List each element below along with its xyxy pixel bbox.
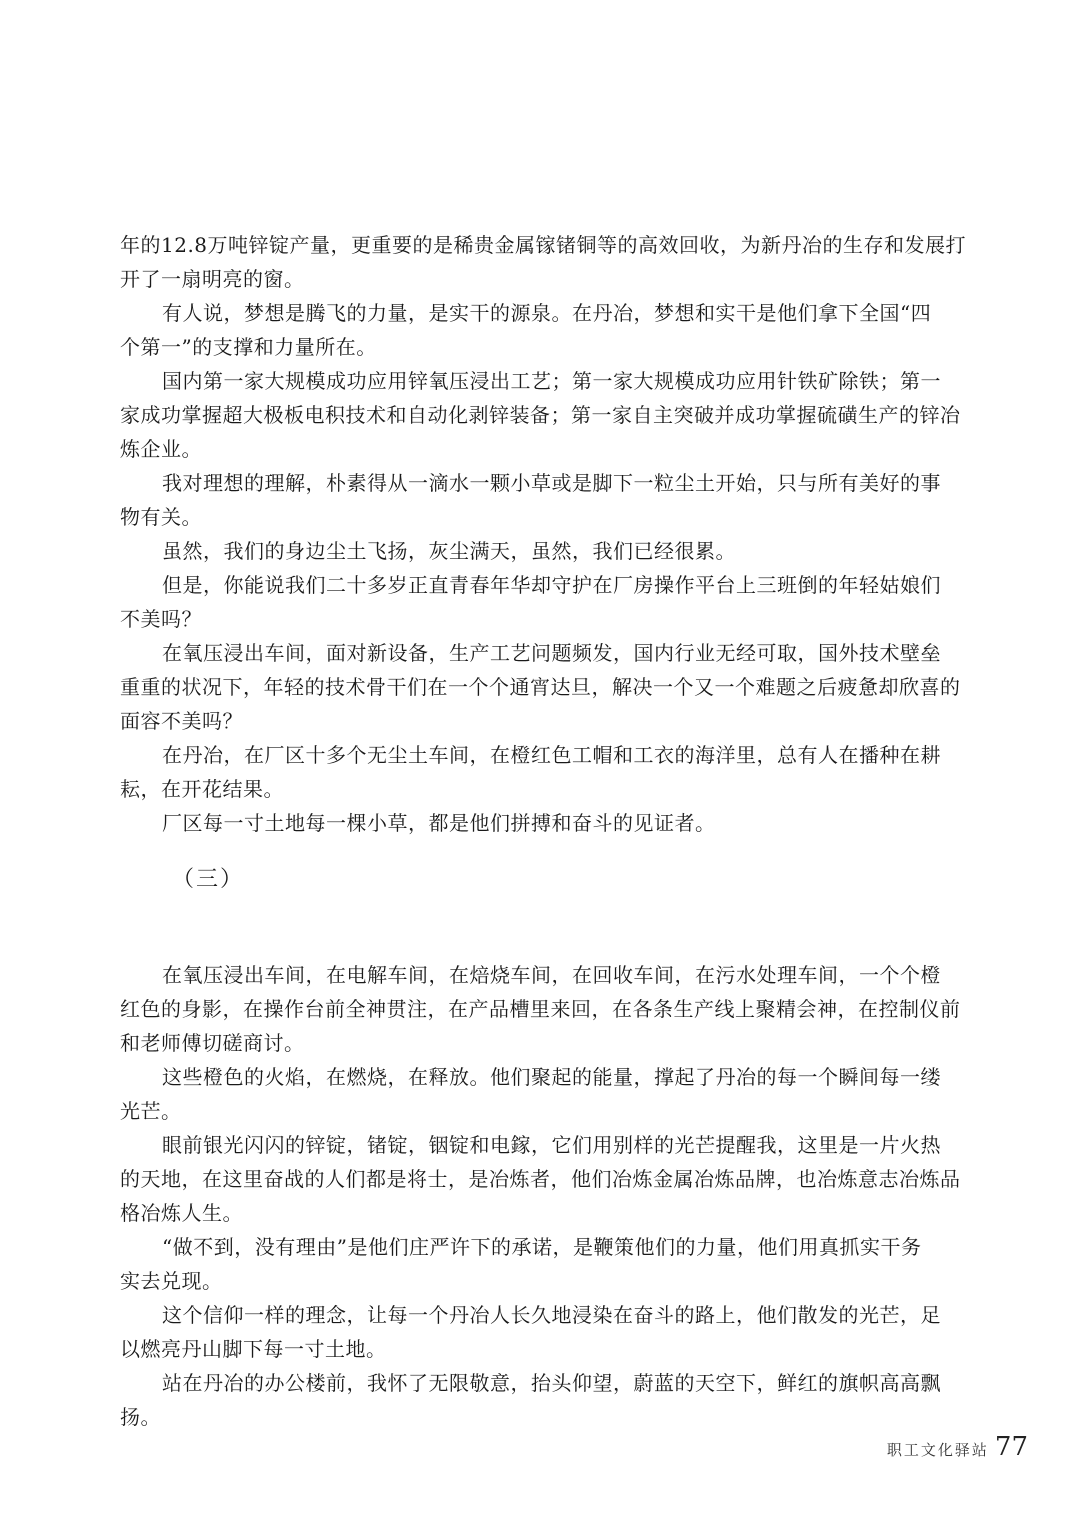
paragraph — [120, 466, 965, 534]
text-line: 在丹冶，在厂区十多个无尘土车间，在橙红色工帽和工衣的海洋里，总有人在播种在耕 — [162, 743, 941, 767]
text-line: 以燃亮丹山脚下每一寸土地。 — [120, 1337, 387, 1361]
article-body — [120, 228, 965, 1434]
text-line: 的天地，在这里奋战的人们都是将士，是冶炼者，他们冶炼金属冶炼品牌，也冶炼意志冶炼品 — [120, 1167, 961, 1191]
paragraphs-after-heading — [120, 958, 965, 1434]
text-line: 这些橙色的火焰，在燃烧，在释放。他们聚起的能量，撑起了丹冶的每一个瞬间每一缕 — [162, 1065, 941, 1089]
paragraph — [120, 1128, 965, 1230]
text-line: 但是，你能说我们二十多岁正直青春年华却守护在厂房操作平台上三班倒的年轻姑娘们 — [162, 573, 941, 597]
text-line: 炼企业。 — [120, 437, 202, 461]
text-line: 这个信仰一样的理念，让每一个丹冶人长久地浸染在奋斗的路上，他们散发的光芒，足 — [162, 1303, 941, 1327]
text-line: 厂区每一寸土地每一棵小草，都是他们拼搏和奋斗的见证者。 — [162, 811, 716, 835]
page-footer — [887, 1432, 1028, 1462]
paragraphs-before-heading — [120, 228, 965, 840]
text-line: 不美吗？ — [120, 607, 202, 631]
text-line: 重重的状况下，年轻的技术骨干们在一个个通宵达旦，解决一个又一个难题之后疲惫却欣喜的 — [120, 675, 961, 699]
section-heading: （三） — [172, 867, 245, 892]
text-line: 在氧压浸出车间，面对新设备，生产工艺问题频发，国内行业无经可取，国外技术壁垒 — [162, 641, 941, 665]
text-line: 扬。 — [120, 1405, 161, 1429]
text-line: 光芒。 — [120, 1099, 182, 1123]
text-line: 物有关。 — [120, 505, 202, 529]
paragraph — [120, 958, 965, 1060]
text-line: 家成功掌握超大极板电积技术和自动化剥锌装备；第一家自主突破并成功掌握硫磺生产的锌冶 — [120, 403, 961, 427]
paragraph — [120, 636, 965, 738]
text-line: 个第一”的支撑和力量所在。 — [120, 335, 377, 359]
paragraph — [120, 1298, 965, 1366]
text-line: 和老师傅切磋商讨。 — [120, 1031, 305, 1055]
text-line: 红色的身影，在操作台前全神贯注，在产品槽里来回，在各条生产线上聚精会神，在控制仪前 — [120, 997, 961, 1021]
paragraph — [120, 1230, 965, 1298]
paragraph — [120, 364, 965, 466]
text-line: 面容不美吗？ — [120, 709, 243, 733]
journal-name: 职工文化驿站 — [886, 1441, 989, 1459]
paragraph — [120, 806, 965, 840]
text-line: 格冶炼人生。 — [120, 1201, 243, 1225]
text-line: 年的12.8万吨锌锭产量，更重要的是稀贵金属镓锗铜等的高效回收，为新丹冶的生存和发展打 — [120, 233, 967, 257]
page-number: 77 — [994, 1432, 1028, 1462]
paragraph — [120, 228, 965, 296]
section-heading-area — [120, 840, 965, 958]
text-line: 开了一扇明亮的窗。 — [120, 267, 305, 291]
text-line: 国内第一家大规模成功应用锌氧压浸出工艺；第一家大规模成功应用针铁矿除铁；第一 — [162, 369, 941, 393]
text-line: 虽然，我们的身边尘土飞扬，灰尘满天，虽然，我们已经很累。 — [162, 539, 736, 563]
text-line: 站在丹冶的办公楼前，我怀了无限敬意，抬头仰望，蔚蓝的天空下，鲜红的旗帜高高飘 — [162, 1371, 941, 1395]
text-line: 我对理想的理解，朴素得从一滴水一颗小草或是脚下一粒尘土开始，只与所有美好的事 — [162, 471, 941, 495]
paragraph — [120, 1366, 965, 1434]
text-line: 有人说，梦想是腾飞的力量，是实干的源泉。在丹冶，梦想和实干是他们拿下全国“四 — [162, 301, 932, 325]
text-line: 实去兑现。 — [120, 1269, 223, 1293]
paragraph — [120, 534, 965, 568]
text-line: 在氧压浸出车间，在电解车间，在焙烧车间，在回收车间，在污水处理车间，一个个橙 — [162, 963, 941, 987]
paragraph — [120, 1060, 965, 1128]
paragraph — [120, 568, 965, 636]
paragraph — [120, 296, 965, 364]
text-line: “做不到，没有理由”是他们庄严许下的承诺，是鞭策他们的力量，他们用真抓实干务 — [162, 1235, 922, 1259]
paragraph — [120, 738, 965, 806]
text-line: 耘，在开花结果。 — [120, 777, 284, 801]
text-line: 眼前银光闪闪的锌锭，锗锭，铟锭和电鎵，它们用别样的光芒提醒我，这里是一片火热 — [162, 1133, 941, 1157]
